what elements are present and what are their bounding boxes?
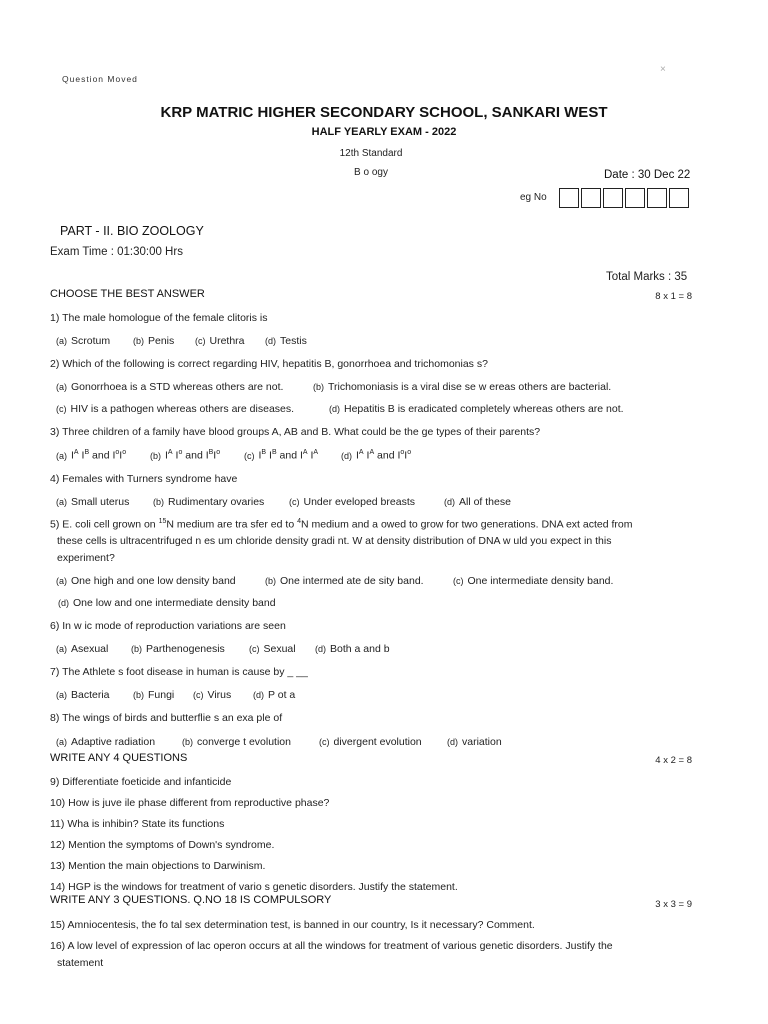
exam-time: Exam Time : 01:30:00 Hrs (50, 246, 183, 258)
option: (b) Trichomoniasis is a viral dise se w ereas others are bacterial. (313, 381, 612, 393)
option: (a) Scrotum (56, 335, 111, 347)
option: (d) Hepatitis B is eradicated completely whereas others are not. (329, 403, 624, 415)
question-4: 4) Females with Turners syndrome have (50, 473, 238, 485)
option: (d) Testis (265, 335, 307, 347)
close-icon[interactable]: × (660, 64, 666, 75)
question-14: 14) HGP is the windows for treatment of vario s genetic disorders. Justify the statement. (50, 881, 458, 893)
option: (a) Gonorrhoea is a STD whereas others are not. (56, 381, 284, 393)
question-3: 3) Three children of a family have blood groups A, AB and B. What could be the ge types of their parents? (50, 426, 541, 438)
option: (a) Asexual (56, 643, 109, 655)
option: (d) variation (447, 736, 502, 748)
option: (b) Parthenogenesis (131, 643, 225, 655)
option: (d) One low and one intermediate density band (58, 597, 276, 609)
question-11: 11) Wha is inhibin? State its functions (50, 818, 225, 830)
question-5: 5) E. coli cell grown on $^{15}$N medium are tra sfer ed to $^4$N medium and a owed to grow for two generations. DNA ext acted from (50, 518, 633, 531)
option: (d) All of these (444, 496, 511, 508)
option: (b) One intermed ate de sity band. (265, 575, 424, 587)
section-marks: 3 x 3 = 9 (655, 899, 692, 910)
option: (a) Bacteria (56, 689, 110, 701)
reg-box (647, 188, 667, 208)
school-name: KRP MATRIC HIGHER SECONDARY SCHOOL, SANKARI WEST (160, 104, 608, 121)
question-6: 6) In w ic mode of reproduction variations are seen (50, 620, 286, 632)
section-marks: 8 x 1 = 8 (655, 291, 692, 302)
standard: 12th Standard (339, 148, 403, 159)
option: (d) $I^A$ $I^A$ and $I^oI^o$ (341, 449, 412, 462)
section-title: WRITE ANY 3 QUESTIONS. Q.NO 18 IS COMPULSORY (50, 894, 332, 906)
option: (c) Urethra (195, 335, 245, 347)
exam-date: Date : 30 Dec 22 (604, 169, 691, 181)
option: (a) Small uterus (56, 496, 130, 508)
option: (d) P ot a (253, 689, 296, 701)
option: (b) Rudimentary ovaries (153, 496, 265, 508)
reg-no-boxes (559, 188, 691, 208)
question-1: 1) The male homologue of the female clitoris is (50, 312, 268, 324)
reg-no-label: eg No (520, 192, 547, 203)
question-12: 12) Mention the symptoms of Down's syndrome. (50, 839, 275, 851)
reg-box (625, 188, 645, 208)
question-2: 2) Which of the following is correct regarding HIV, hepatitis B, gonorrhoea and trichomonias s? (50, 358, 488, 370)
reg-box (669, 188, 689, 208)
reg-box (581, 188, 601, 208)
option: (a) Adaptive radiation (56, 736, 156, 748)
exam-title: HALF YEARLY EXAM - 2022 (311, 126, 457, 138)
option: (c) HIV is a pathogen whereas others are diseases. (56, 403, 295, 415)
option: (a) One high and one low density band (56, 575, 236, 587)
option: (c) divergent evolution (319, 736, 422, 748)
option: (b) Penis (133, 335, 175, 347)
option: (d) Both a and b (315, 643, 390, 655)
question-7: 7) The Athlete s foot disease in human is cause by _ __ (50, 666, 308, 678)
question-16: 16) A low level of expression of lac operon occurs at all the windows for treatment of various genetic disorders. Justify the (50, 940, 613, 952)
question-moved-note: Question Moved (62, 74, 138, 84)
total-marks: Total Marks : 35 (606, 271, 688, 283)
reg-box (559, 188, 579, 208)
option: (b) converge t evolution (182, 736, 291, 748)
option: (c) $I^B$ $I^B$ and $I^A$ $I^A$ (244, 449, 319, 462)
option: (c) Virus (193, 689, 232, 701)
option: (a) $I^A$ $I^B$ and $I^oI^o$ (56, 449, 127, 462)
question-16-line-2: statement (57, 957, 104, 969)
option: (c) Under eveloped breasts (289, 496, 415, 508)
question-5-line-2: these cells is ultracentrifuged n es um chloride density gradi nt. W at density distribution of DNA w uld you expect in this (57, 535, 612, 547)
part-title: PART - II. BIO ZOOLOGY (60, 224, 204, 238)
question-10: 10) How is juve ile phase different from reproductive phase? (50, 797, 330, 809)
section-title: CHOOSE THE BEST ANSWER (50, 288, 205, 300)
question-5-line-3: experiment? (57, 552, 115, 564)
option: (b) Fungi (133, 689, 175, 701)
question-8: 8) The wings of birds and butterflie s an exa ple of (50, 712, 283, 724)
question-15: 15) Amniocentesis, the fo tal sex determination test, is banned in our country, Is it necessary? Comment. (50, 919, 535, 931)
option: (c) Sexual (249, 643, 296, 655)
question-13: 13) Mention the main objections to Darwinism. (50, 860, 266, 872)
section-marks: 4 x 2 = 8 (655, 755, 692, 766)
section-title: WRITE ANY 4 QUESTIONS (50, 752, 188, 764)
question-9: 9) Differentiate foeticide and infanticide (50, 776, 232, 788)
option: (b) $I^A$ $I^o$ and $I^BI^o$ (150, 449, 221, 462)
reg-box (603, 188, 623, 208)
option: (c) One intermediate density band. (453, 575, 614, 587)
subject: B o ogy (354, 167, 388, 178)
